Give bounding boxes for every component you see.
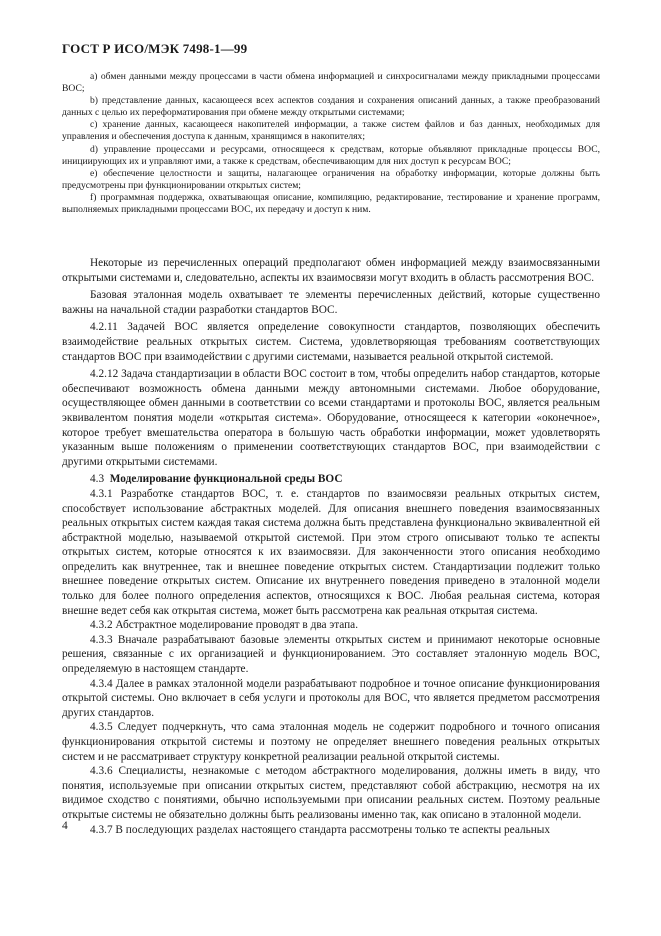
document-header: ГОСТ Р ИСО/МЭК 7498-1—99 [62, 41, 248, 56]
paragraph: Некоторые из перечисленных операций предполагают обмен информацией между взаимосвязанными открытыми системами и, следовательно, аспекты их взаимосвязи могут входить в область рассмотрения ВОС. [62, 257, 600, 284]
section-title: Моделирование функциональной среды ВОС [109, 473, 343, 486]
clause-4-3-3: 4.3.3 Вначале разрабатывают базовые элементы открытых систем и принимают некоторые основные решения, связанные с их организацией и функционированием. Это составляет эталонную модель ВОС, определяемую в настоящем стандарте. [62, 633, 600, 676]
paragraph: Базовая эталонная модель охватывает те элементы перечисленных действий, которые существенно важны на начальной стадии разработки стандартов ВОС. [62, 289, 600, 316]
clause-4-3-6: 4.3.6 Специалисты, незнакомые с методом абстрактного моделирования, должны иметь в виду, что понятия, используемые при описании открытых систем, представляют собой абстракцию, несмотря на их видимое сходство с понятиями, обычно используемыми при описании реальных систем. Поэтому реальные открытые системы не обязательно должны быть реализованы именно так, как описано в эталонной модели. [62, 765, 600, 821]
activity-list [62, 71, 600, 216]
clause-4-3-4: 4.3.4 Далее в рамках эталонной модели разрабатывают подробное и точное описание функционирования открытой системы. Оно включает в себя услуги и протоколы для ВОС, что является предметом рассмотрения других стандартов. [62, 677, 600, 719]
page-number: 4 [62, 820, 68, 832]
list-item: e) обеспечение целостности и защиты, налагающее ограничения на обработку информации, которые должны быть предусмотрены при функционировании открытых систем; [62, 167, 600, 191]
clause-4-2-11: 4.2.11 Задачей ВОС является определение совокупности стандартов, позволяющих обеспечить взаимодействие реальных открытых систем. Система, удовлетворяющая требованиям соответствующих стандартов ВОС при взаимодействии с другими системами, называется реальной открытой системой. [62, 321, 600, 363]
main-text [62, 256, 600, 837]
list-item: c) хранение данных, касающееся накопителей информации, а также систем файлов и баз данных, необходимых для управления и обеспечения доступа к данным, хранящимся в накопителях; [62, 119, 600, 143]
clause-4-3-5: 4.3.5 Следует подчеркнуть, что сама эталонная модель не содержит подробного и точного описания функционирования открытой системы и поэтому не определяет внешнего поведения реальных открытых систем и не рассматривает структуру конкретной реализации реальной открытой системы. [62, 721, 600, 763]
clause-4-3-1: 4.3.1 Разработке стандартов ВОС, т. е. стандартов по взаимосвязи реальных открытых систем, способствует использование абстрактных моделей. Для описания внешнего поведения взаимосвязанных реальных открытых систем каждая такая система должна быть представлена функционально эквивалентной ей абстрактной моделью, называемой открытой системой. При этом строго описывают только те аспекты открытых систем, которые относятся к их взаимосвязи. Для законченности этого описания необходимо определить как внутреннее, так и внешнее поведение открытых систем. Стандартизации подлежит только внешнее поведение открытых систем. Описание их внутреннего поведения приведено в эталонной модели только для более полного определения аспектов, относящихся к ВОС. Любая реальная система, которая внешне ведет себя как открытая система, может быть рассмотрена как реальная открытая система. [62, 487, 600, 617]
clause-4-3-7: 4.3.7 В последующих разделах настоящего стандарта рассмотрены только те аспекты реальных [90, 823, 551, 836]
list-item: d) управление процессами и ресурсами, относящееся к средствам, которые объявляют прикладные процессы ВОС, инициирующих их и управляют ими, а также к средствам, обеспечивающим для них доступ к ресурсам ВОС; [62, 143, 600, 167]
list-item: b) представление данных, касающееся всех аспектов создания и сохранения описаний данных, а также преобразований данных с целью их переформатирования при обмене между открытыми системами; [62, 95, 600, 119]
clause-4-3-2: 4.3.2 Абстрактное моделирование проводят в два этапа. [90, 619, 359, 632]
list-item: а) обмен данными между процессами в части обмена информацией и синхросигналами между прикладными процессами ВОС; [62, 71, 600, 95]
section-heading [62, 472, 600, 487]
list-item: f) программная поддержка, охватывающая описание, компиляцию, редактирование, тестирование и хранение программ, выполняемых прикладными процессами ВОС, их передачу и доступ к ним. [62, 191, 600, 216]
section-number: 4.3 [90, 473, 105, 486]
clause-4-2-12: 4.2.12 Задача стандартизации в области ВОС состоит в том, чтобы определить набор стандартов, которые обеспечивают возможность обмена данными между автономными системами. Любое оборудование, осуществляющее обмен данными в соответствии со всеми стандартами и протоколы ВОС, является реальным эквивалентом понятия модели «открытая система». Оборудование, относящееся к категории «оконечное», которое требует вмешательства оператора в большую часть обработки информации, может удовлетворять указанным выше положениям о применении соответствующих стандартов ВОС, при взаимодействии с другими открытыми системами. [62, 368, 600, 468]
